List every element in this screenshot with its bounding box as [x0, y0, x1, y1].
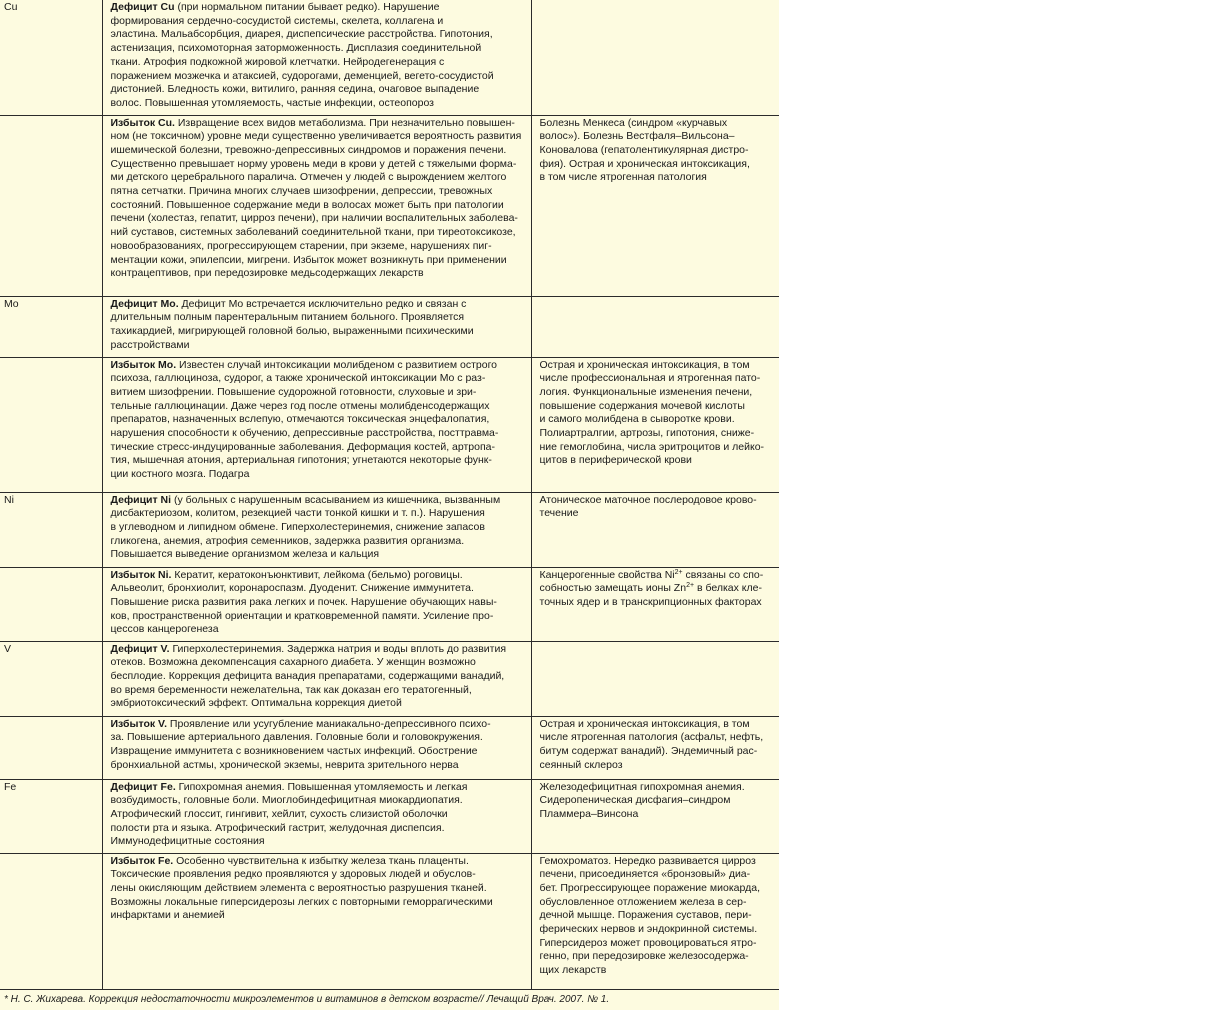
- description-line: новообразованиях, прогрессирующем старении, при экземе, нарушениях пиг-: [110, 239, 492, 252]
- disease-line: Гиперсидероз может провоцироваться ятро-: [539, 936, 757, 949]
- description-line: тические стресс-индуцированные заболевания. Деформация костей, артропа-: [110, 440, 496, 453]
- description-line: возбудимость, головные боли. Миоглобиндефицитная миокардиопатия.: [110, 794, 463, 807]
- element-symbol: V: [0, 641, 102, 716]
- description-line: ишемической болезни, тревожно-депрессивных синдромов и поражения печени.: [110, 143, 507, 156]
- element-symbol: Mo: [0, 296, 102, 357]
- description-line: лены окисляющим действием элемента с вероятностью разрушения тканей.: [110, 881, 487, 894]
- description-line: поражением мозжечка и атаксией, судорогами, деменцией, вегето-сосудистой: [110, 69, 494, 82]
- description-line: ков, пространственной ориентации и кратковременной памяти. Усиление про-: [110, 609, 494, 622]
- deficit-label: Дефицит Cu: [110, 1, 175, 13]
- description-line: (у больных с нарушенным всасыванием из кишечника, вызванным: [171, 493, 501, 506]
- description-line: (при нормальном питании бывает редко). Нарушение: [174, 1, 440, 13]
- disease-cell: [531, 716, 779, 779]
- disease-line: Гемохроматоз. Нередко развивается цирроз: [539, 854, 756, 867]
- element-symbol: [0, 115, 102, 296]
- disease-cell: [531, 0, 779, 115]
- description-line: отеков. Возможна декомпенсация сахарного диабета. У женщин возможно: [110, 656, 476, 669]
- table-row: [0, 357, 779, 492]
- description-line: тахикардией, мигрирующей головной болью, выраженными психическими: [110, 324, 474, 337]
- disease-cell: [531, 357, 779, 492]
- element-symbol: [0, 853, 102, 989]
- deficit-description: [102, 296, 531, 357]
- description-line: эластина. Мальабсорбция, диарея, диспепсические расстройства. Гипотония,: [110, 28, 493, 41]
- disease-line: Канцерогенные свойства $Ni^{2+}$ связаны со спо-: [539, 568, 764, 581]
- disease-line: сеянный склероз: [539, 758, 623, 771]
- excess-label: Избыток Mo.: [110, 358, 177, 371]
- deficit-description: [102, 0, 531, 115]
- description-line: дисбактериозом, колитом, резекцией части тонкой кишки и т. п.). Нарушения: [110, 507, 485, 520]
- description-line: Альвеолит, бронхиолит, коронароспазм. Дуоденит. Снижение иммунитета.: [110, 582, 474, 595]
- description-line: длительным полным парентеральным питанием больного. Проявляется: [110, 311, 465, 324]
- description-line: волос. Повышенная утомляемость, частые инфекции, остеопороз: [110, 96, 434, 109]
- description-line: гликогена, анемия, атрофия семенников, задержка развития организма.: [110, 534, 465, 547]
- table-row: [0, 779, 779, 853]
- description-line: расстройствами: [110, 338, 190, 351]
- disease-line: собностью замещать ионы $Zn^{2+}$ в белках кле-: [539, 582, 762, 595]
- disease-line: в том числе ятрогенная патология: [539, 171, 707, 184]
- table-row: [0, 853, 779, 989]
- description-line: ции костного мозга. Подагра: [110, 468, 250, 481]
- table-row: [0, 115, 779, 296]
- disease-line: Коновалова (гепатолентикулярная дистро-: [539, 143, 749, 156]
- table-row: [0, 567, 779, 641]
- disease-line: и самого молибдена в сыворотке крови.: [539, 413, 735, 426]
- element-symbol: [0, 357, 102, 492]
- disease-line: Сидеропеническая дисфагия–синдром: [539, 794, 731, 807]
- disease-line: волос»). Болезнь Вестфаля–Вильсона–: [539, 130, 735, 143]
- disease-cell: [531, 853, 779, 989]
- description-line: Токсические проявления редко проявляются у здоровых людей и обуслов-: [110, 868, 476, 881]
- disease-line: Атоническое маточное послеродовое крово-: [539, 493, 757, 506]
- description-line: контрацептивов, при передозировке медьсодержащих лекарств: [110, 267, 424, 280]
- disease-line: ферических нервов и эндокринной системы.: [539, 923, 758, 936]
- disease-line: бет. Прогрессирующее поражение миокарда,: [539, 881, 760, 894]
- description-line: ний суставов, системных заболеваний соединительной ткани, при тиреотоксикозе,: [110, 226, 516, 239]
- disease-line: Железодефицитная гипохромная анемия.: [539, 780, 745, 793]
- description-line: цессов канцерогенеза: [110, 623, 219, 636]
- description-line: Существенно превышает норму уровень меди в крови у детей с тяжелыми форма-: [110, 157, 517, 170]
- description-line: нарушения способности к обучению, депрессивные расстройства, посттравма-: [110, 427, 499, 440]
- disease-cell: [531, 115, 779, 296]
- description-line: ми детского церебрального паралича. Отмечен у людей с вырождением желтого: [110, 171, 507, 184]
- description-line: бесплодие. Коррекция дефицита ванадия препаратами, содержащими ванадий,: [110, 669, 505, 682]
- description-line: Извращение всех видов метаболизма. При незначительно повышен-: [174, 116, 515, 129]
- disease-line: Пламмера–Винсона: [539, 807, 639, 820]
- element-symbol: Fe: [0, 779, 102, 853]
- disease-cell: [531, 567, 779, 641]
- description-line: полости рта и языка. Атрофический гастрит, желудочная диспепсия.: [110, 821, 445, 834]
- table-row: [0, 641, 779, 716]
- disease-cell: [531, 779, 779, 853]
- description-line: Атрофический глоссит, гингивит, хейлит, сухость слизистой оболочки: [110, 807, 448, 820]
- description-line: астенизация, психомоторная заторможенность. Дисплазия соединительной: [110, 42, 482, 55]
- deficit-label: Дефицит Fe.: [110, 780, 176, 793]
- description-line: Дефицит Mo встречается исключительно редко и связан с: [178, 297, 467, 310]
- disease-line: печени, присоединяется «бронзовый» диа-: [539, 868, 751, 881]
- table-row: [0, 492, 779, 567]
- disease-line: Острая и хроническая интоксикация, в том: [539, 717, 750, 730]
- excess-description: [102, 567, 531, 641]
- description-line: психоза, галлюциноза, судорог, а также хронической интоксикации Mo с раз-: [110, 372, 486, 385]
- disease-line: течение: [539, 507, 579, 520]
- disease-line: повышение содержания мочевой кислоты: [539, 399, 745, 412]
- disease-cell: [531, 492, 779, 567]
- description-line: дистонией. Бледность кожи, витилиго, ранняя седина, очаговое выпадение: [110, 83, 480, 96]
- disease-line: числе профессиональная и ятрогенная пато-: [539, 372, 761, 385]
- description-line: бронхиальной астмы, хронической экземы, неврита зрительного нерва: [110, 758, 459, 771]
- description-line: ментации кожи, эпилепсии, мигрени. Избыток может возникнуть при применении: [110, 253, 507, 266]
- deficit-label: Дефицит V.: [110, 642, 170, 655]
- description-line: ткани. Атрофия подкожной жировой клетчатки. Нейродегенерация с: [110, 55, 445, 68]
- disease-line: обусловленное отложением железа в сер-: [539, 895, 747, 908]
- description-line: Возможны локальные гиперсидерозы легких с повторными геморрагическими: [110, 895, 493, 908]
- description-line: ном (не токсичном) уровне меди существенно увеличивается вероятность развития: [110, 130, 522, 143]
- description-line: витием шизофрении. Повышение судорожной готовности, слуховые и зри-: [110, 385, 477, 398]
- disease-line: щих лекарств: [539, 964, 607, 977]
- disease-line: дечной мышце. Поражения суставов, пери-: [539, 909, 752, 922]
- disease-line: числе ятрогенная патология (асфальт, нефть,: [539, 731, 764, 744]
- description-line: за. Повышение артериального давления. Головные боли и головокружения.: [110, 731, 483, 744]
- disease-line: Болезнь Менкеса (синдром «курчавых: [539, 116, 728, 129]
- element-symbol: [0, 567, 102, 641]
- description-line: Гипохромная анемия. Повышенная утомляемость и легкая: [175, 780, 468, 793]
- excess-description: [102, 357, 531, 492]
- disease-line: генно, при передозировке железосодержа-: [539, 950, 749, 963]
- excess-description: [102, 853, 531, 989]
- description-line: Повышение риска развития рака легких и почек. Нарушение обучающих навы-: [110, 595, 497, 608]
- description-line: тия, мышечная атония, артериальная гипотония; угнетаются некоторые функ-: [110, 454, 492, 467]
- description-line: Проявление или усугубление маниакально-депрессивного психо-: [167, 717, 491, 730]
- deficit-description: [102, 641, 531, 716]
- disease-line: ние гемоглобина, числа эритроцитов и лейко-: [539, 440, 765, 453]
- disease-line: цитов в периферической крови: [539, 454, 692, 467]
- description-line: Известен случай интоксикации молибденом с развитием острого: [176, 358, 498, 371]
- excess-label: Избыток V.: [110, 717, 168, 730]
- description-line: печени (холестаз, гепатит, цирроз печени), при наличии воспалительных заболева-: [110, 212, 518, 225]
- excess-label: Избыток Ni.: [110, 568, 172, 581]
- excess-label: Избыток Cu.: [110, 116, 175, 129]
- description-line: эмбриотоксический эффект. Оптимальна коррекция диетой: [110, 697, 402, 710]
- disease-cell: [531, 641, 779, 716]
- description-line: в углеводном и липидном обмене. Гиперхолестеринемия, снижение запасов: [110, 520, 485, 533]
- excess-label: Избыток Fe.: [110, 854, 174, 867]
- element-symbol: [0, 716, 102, 779]
- deficit-label: Дефицит Mo.: [110, 297, 179, 310]
- description-line: Гиперхолестеринемия. Задержка натрия и воды вплоть до развития: [169, 642, 507, 655]
- description-line: пятна сетчатки. Причина многих случаев шизофрении, депрессии, тревожных: [110, 185, 493, 198]
- description-line: Кератит, кератоконъюнктивит, лейкома (бельмо) роговицы.: [171, 568, 463, 581]
- deficit-description: [102, 779, 531, 853]
- description-line: во время беременности нежелательна, так как доказан его тератогенный,: [110, 683, 472, 696]
- description-line: Извращение иммунитета с возникновением частых инфекций. Обострение: [110, 744, 478, 757]
- disease-line: фия). Острая и хроническая интоксикация,: [539, 157, 750, 170]
- disease-line: логия. Функциональные изменения печени,: [539, 385, 753, 398]
- disease-line: Полиартралгии, артрозы, гипотония, сниже-: [539, 427, 755, 440]
- description-line: Иммунодефицитные состояния: [110, 835, 265, 848]
- description-line: препаратов, назначенных вслепую, отмечаются токсическая энцефалопатия,: [110, 413, 490, 426]
- description-line: формирования сердечно-сосудистой системы, скелета, коллагена и: [110, 14, 444, 27]
- disease-line: Острая и хроническая интоксикация, в том: [539, 358, 750, 371]
- disease-line: битум содержат ванадий). Эндемичный рас-: [539, 744, 758, 757]
- element-symbol: Cu: [0, 0, 102, 115]
- table-row: [0, 716, 779, 779]
- table-row: [0, 0, 779, 115]
- excess-description: [102, 115, 531, 296]
- disease-line: точных ядер и в транскрипционных факторах: [539, 595, 762, 608]
- disease-cell: [531, 296, 779, 357]
- description-line: тельные галлюцинации. Даже через год после отмены молибденсодержащих: [110, 399, 490, 412]
- description-line: инфарктами и анемией: [110, 909, 225, 922]
- deficit-label: Дефицит Ni: [110, 493, 172, 506]
- table-row: [0, 296, 779, 357]
- deficit-description: [102, 492, 531, 567]
- footnote: * Н. С. Жихарева. Коррекция недостаточности микроэлементов и витаминов в детском возрасте// Лечащий Врач. 2007. № 1.: [4, 994, 610, 1005]
- description-line: Особенно чувствительна к избытку железа ткань плаценты.: [173, 854, 469, 867]
- description-line: состояний. Повышенное содержание меди в волосах может быть при патологии: [110, 198, 504, 211]
- description-line: Повышается выведение организмом железа и кальция: [110, 548, 380, 561]
- element-symbol: Ni: [0, 492, 102, 567]
- excess-description: [102, 716, 531, 779]
